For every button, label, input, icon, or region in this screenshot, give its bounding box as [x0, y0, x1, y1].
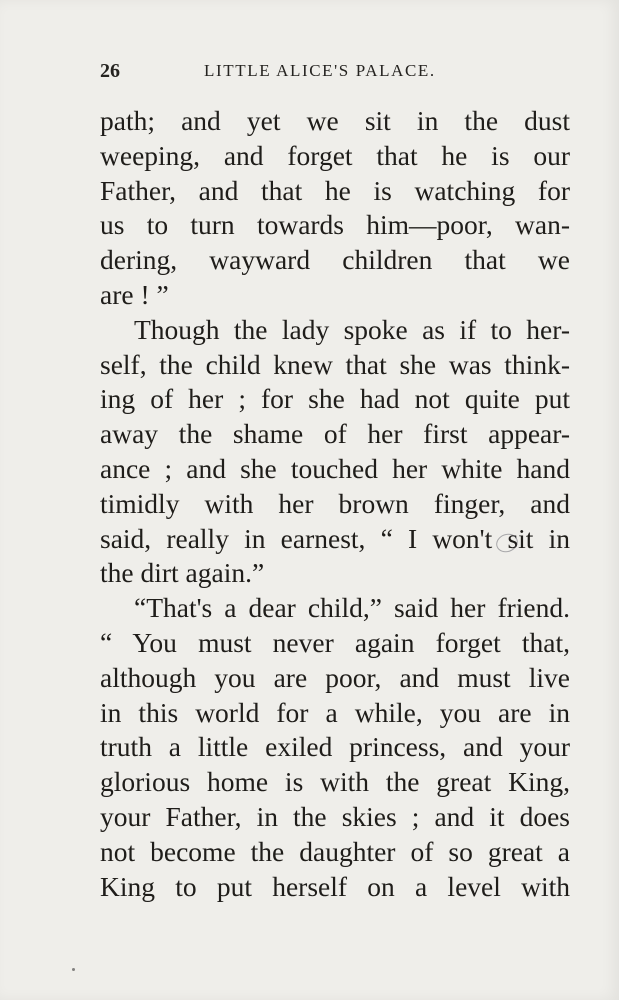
ink-speck	[72, 968, 75, 971]
text-line: weeping, and forget that he is our	[100, 139, 570, 171]
text-line: us to turn towards him—poor, wan-	[100, 209, 570, 241]
text-line: your Father, in the skies ; and it does	[100, 800, 570, 832]
text-line: ing of her ; for she had not quite put	[100, 383, 570, 415]
paragraph-first-line: Though the lady spoke as if to her-	[134, 313, 570, 345]
text-line: are ! ”	[100, 278, 169, 310]
paragraph-first-line: “That's a dear child,” said her friend.	[134, 592, 570, 624]
text-line: Father, and that he is watching for	[100, 174, 570, 206]
text-line: not become the daughter of so great a	[100, 835, 570, 867]
running-head	[100, 60, 570, 86]
text-line: said, really in earnest, “ I won't sit in	[100, 522, 570, 554]
page-number: 26	[100, 60, 120, 82]
text-line: timidly with her brown finger, and	[100, 487, 570, 519]
text-line: ance ; and she touched her white hand	[100, 452, 570, 484]
text-line: dering, wayward children that we	[100, 244, 570, 276]
text-line: although you are poor, and must live	[100, 661, 570, 693]
text-line: self, the child knew that she was think-	[100, 348, 570, 380]
running-head-title: LITTLE ALICE'S PALACE.	[204, 61, 436, 80]
text-line: path; and yet we sit in the dust	[100, 105, 570, 136]
text-line: the dirt again.”	[100, 557, 265, 589]
text-line: “ You must never again forget that,	[100, 626, 570, 658]
text-line: away the shame of her first appear-	[100, 418, 570, 450]
text-line: glorious home is with the great King,	[100, 766, 570, 798]
text-line: King to put herself on a level with	[100, 870, 570, 902]
text-line: truth a little exiled princess, and your	[100, 731, 570, 763]
body-text	[100, 104, 570, 904]
text-line: in this world for a while, you are in	[100, 696, 570, 728]
